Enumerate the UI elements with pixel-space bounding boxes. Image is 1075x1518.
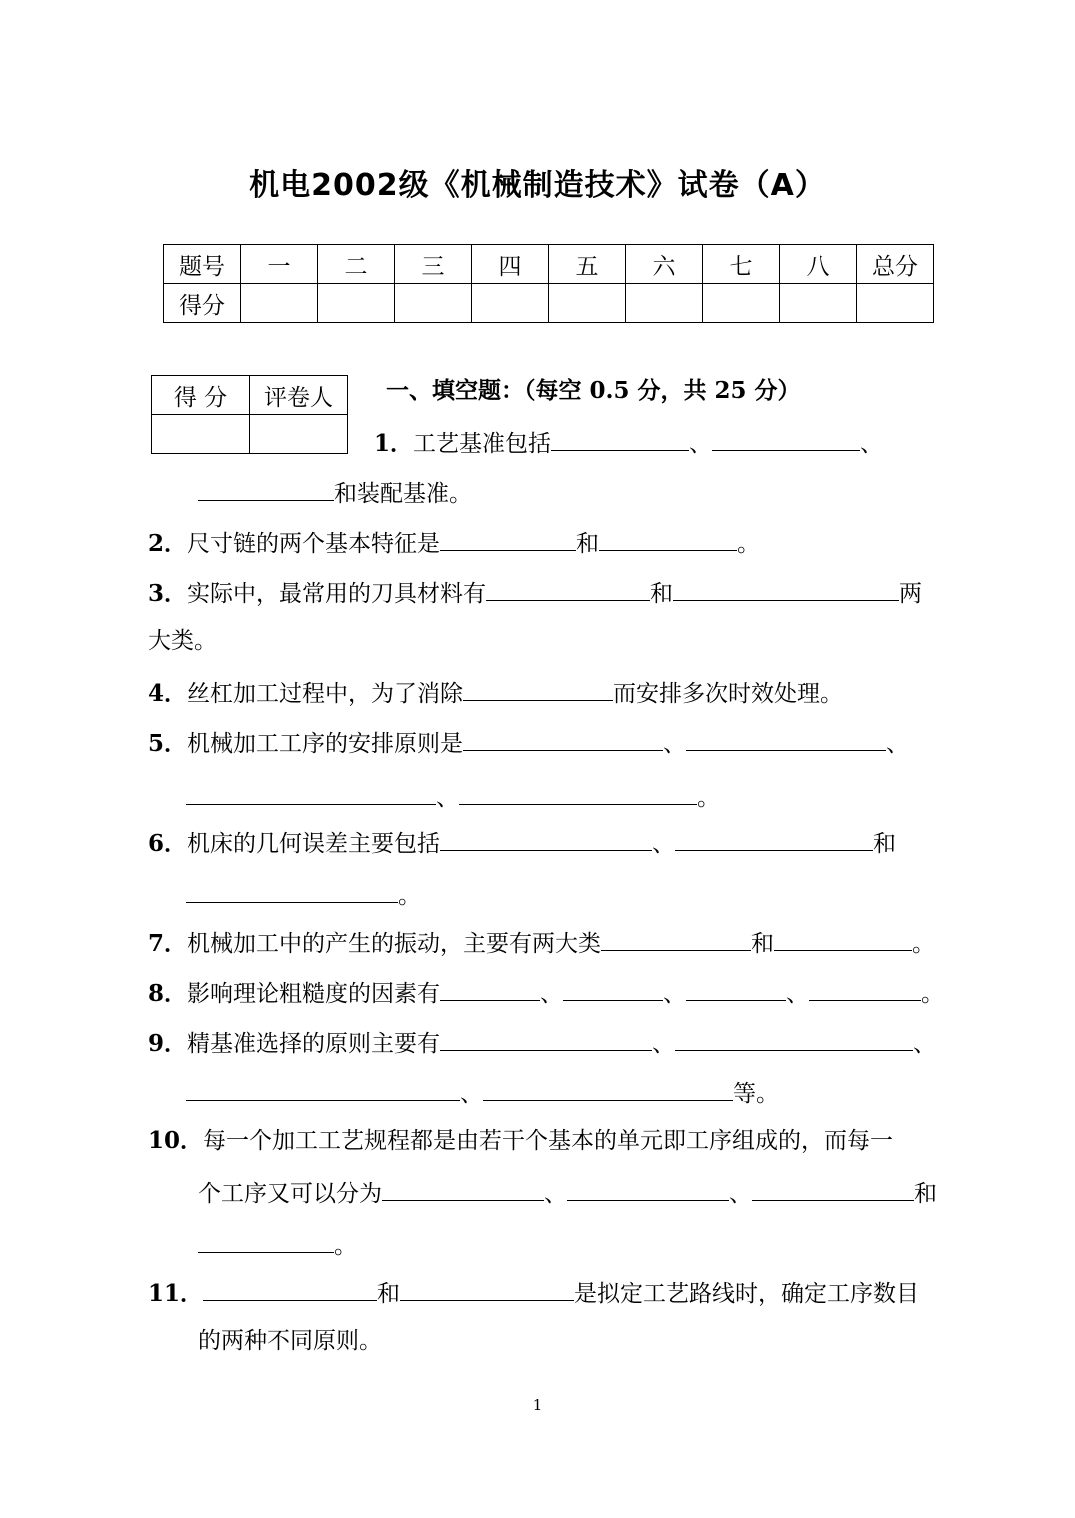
separator: 、: [860, 431, 884, 457]
score-row-label: 得分: [164, 284, 241, 323]
question-9: [148, 1026, 936, 1059]
question-1-cont: [198, 476, 472, 509]
question-number: 3．: [148, 580, 188, 607]
grader-score-cell[interactable]: [152, 415, 250, 454]
question-text: 两: [899, 581, 923, 607]
question-3: [148, 576, 922, 609]
separator: 、: [652, 831, 676, 857]
question-6-cont: [186, 878, 421, 911]
question-text: 每一个加工工艺规程都是由若干个基本的单元即工序组成的，而每一: [203, 1128, 894, 1154]
separator: 、: [663, 981, 687, 1007]
question-text: 实际中，最常用的刀具材料有: [187, 581, 487, 607]
question-text: 丝杠加工过程中，为了消除: [187, 681, 464, 707]
score-cell[interactable]: [472, 284, 549, 323]
answer-blank[interactable]: [440, 826, 652, 851]
question-text: 和装配基准。: [334, 481, 472, 507]
score-cell[interactable]: [857, 284, 934, 323]
answer-blank[interactable]: [440, 526, 576, 551]
answer-blank[interactable]: [752, 1176, 914, 1201]
score-table-header-cell: 四: [472, 245, 549, 284]
question-text: 个工序又可以分为: [198, 1181, 382, 1207]
score-cell[interactable]: [549, 284, 626, 323]
question-text: 和: [914, 1181, 937, 1207]
answer-blank[interactable]: [186, 780, 436, 805]
question-text: 。: [398, 883, 421, 909]
question-1: [374, 426, 883, 459]
question-4: [148, 676, 843, 709]
grader-name-label: 评卷人: [250, 376, 348, 415]
question-5-cont: [186, 780, 720, 813]
question-number: 10．: [148, 1127, 204, 1154]
answer-blank[interactable]: [712, 426, 860, 451]
score-cell[interactable]: [780, 284, 857, 323]
question-number: 11．: [148, 1280, 204, 1307]
question-number: 5．: [148, 730, 188, 757]
question-text: 机械加工中的产生的振动，主要有两大类: [187, 931, 602, 957]
question-text: 和: [650, 581, 674, 607]
answer-blank[interactable]: [601, 926, 751, 951]
question-text: 等。: [733, 1081, 779, 1107]
score-cell[interactable]: [241, 284, 318, 323]
score-table-header-row: [164, 245, 934, 284]
separator: 、: [436, 785, 459, 811]
answer-blank[interactable]: [774, 926, 912, 951]
question-number: 4．: [148, 680, 188, 707]
answer-blank[interactable]: [563, 976, 663, 1001]
page-number: 1: [532, 1396, 543, 1414]
score-cell[interactable]: [626, 284, 703, 323]
score-table-header-cell: 一: [241, 245, 318, 284]
page-title: 机电2002级《机械制造技术》试卷（A）: [249, 168, 826, 203]
answer-blank[interactable]: [198, 476, 334, 501]
question-number: 7．: [148, 930, 188, 957]
answer-blank[interactable]: [599, 526, 737, 551]
question-10: [148, 1126, 893, 1156]
question-6: [148, 826, 896, 859]
grader-score-label: 得 分: [152, 376, 250, 415]
question-text: 是拟定工艺路线时，确定工序数目: [574, 1281, 920, 1307]
question-text: 影响理论粗糙度的因素有: [187, 981, 441, 1007]
score-table-header-cell: 二: [318, 245, 395, 284]
answer-blank[interactable]: [203, 1276, 377, 1301]
answer-blank[interactable]: [186, 1076, 460, 1101]
question-number: 2．: [148, 530, 188, 557]
answer-blank[interactable]: [483, 1076, 733, 1101]
question-5: [148, 726, 909, 759]
question-text: 和: [377, 1281, 401, 1307]
answer-blank[interactable]: [686, 976, 786, 1001]
separator: 、: [460, 1081, 483, 1107]
question-2: [148, 526, 760, 559]
separator: 、: [544, 1181, 567, 1207]
answer-blank[interactable]: [440, 976, 540, 1001]
grader-table: [151, 375, 348, 454]
question-number: 1．: [374, 430, 414, 457]
question-8: [148, 976, 944, 1009]
answer-blank[interactable]: [463, 726, 663, 751]
score-cell[interactable]: [318, 284, 395, 323]
separator: 、: [652, 1031, 676, 1057]
score-table: [163, 244, 934, 323]
question-11: [148, 1276, 919, 1309]
question-text: 。: [912, 931, 936, 957]
question-9-cont: [186, 1076, 779, 1109]
answer-blank[interactable]: [400, 1276, 574, 1301]
score-table-header-cell: 七: [703, 245, 780, 284]
separator: 、: [786, 981, 810, 1007]
question-3-cont: 大类。: [148, 628, 217, 654]
score-table-header-cell: 八: [780, 245, 857, 284]
question-text: 工艺基准包括: [413, 431, 552, 457]
separator: 、: [540, 981, 564, 1007]
question-text: 。: [737, 531, 761, 557]
answer-blank[interactable]: [463, 676, 613, 701]
score-table-header-cell: 总分: [857, 245, 934, 284]
question-number: 6．: [148, 830, 188, 857]
answer-blank[interactable]: [198, 1228, 334, 1253]
question-text: 和: [751, 931, 775, 957]
score-table-header-cell: 三: [395, 245, 472, 284]
separator: 、: [689, 431, 713, 457]
question-11-cont: 的两种不同原则。: [198, 1328, 382, 1354]
question-10-cont2: [198, 1228, 357, 1261]
answer-blank[interactable]: [382, 1176, 544, 1201]
answer-blank[interactable]: [186, 878, 398, 903]
answer-blank[interactable]: [809, 976, 921, 1001]
score-cell[interactable]: [703, 284, 780, 323]
separator: 、: [729, 1181, 752, 1207]
question-text: 精基准选择的原则主要有: [187, 1031, 441, 1057]
question-text: 和: [576, 531, 600, 557]
score-cell[interactable]: [395, 284, 472, 323]
question-text: 而安排多次时效处理。: [613, 681, 844, 707]
question-text: 尺寸链的两个基本特征是: [187, 531, 441, 557]
question-text: 。: [334, 1233, 357, 1259]
question-text: 机床的几何误差主要包括: [187, 831, 441, 857]
answer-blank[interactable]: [675, 826, 873, 851]
section-heading: 一、填空题：（每空 0.5 分，共 25 分）: [386, 377, 801, 404]
score-table-header-cell: 六: [626, 245, 703, 284]
score-table-header-cell: 题号: [164, 245, 241, 284]
answer-blank[interactable]: [440, 1026, 652, 1051]
score-table-header-cell: 五: [549, 245, 626, 284]
question-number: 9．: [148, 1030, 188, 1057]
answer-blank[interactable]: [551, 426, 689, 451]
separator: 、: [913, 1031, 937, 1057]
score-table-score-row: [164, 284, 934, 323]
answer-blank[interactable]: [459, 780, 697, 805]
question-text: 。: [921, 981, 945, 1007]
answer-blank[interactable]: [486, 576, 650, 601]
question-text: 和: [873, 831, 897, 857]
answer-blank[interactable]: [673, 576, 899, 601]
question-10-cont: [198, 1176, 937, 1209]
question-text: 机械加工工序的安排原则是: [187, 731, 464, 757]
separator: 、: [663, 731, 687, 757]
separator: 、: [886, 731, 910, 757]
question-number: 8．: [148, 980, 188, 1007]
answer-blank[interactable]: [567, 1176, 729, 1201]
question-7: [148, 926, 935, 959]
question-text: 。: [697, 785, 720, 811]
answer-blank[interactable]: [675, 1026, 913, 1051]
grader-name-cell[interactable]: [250, 415, 348, 454]
answer-blank[interactable]: [686, 726, 886, 751]
